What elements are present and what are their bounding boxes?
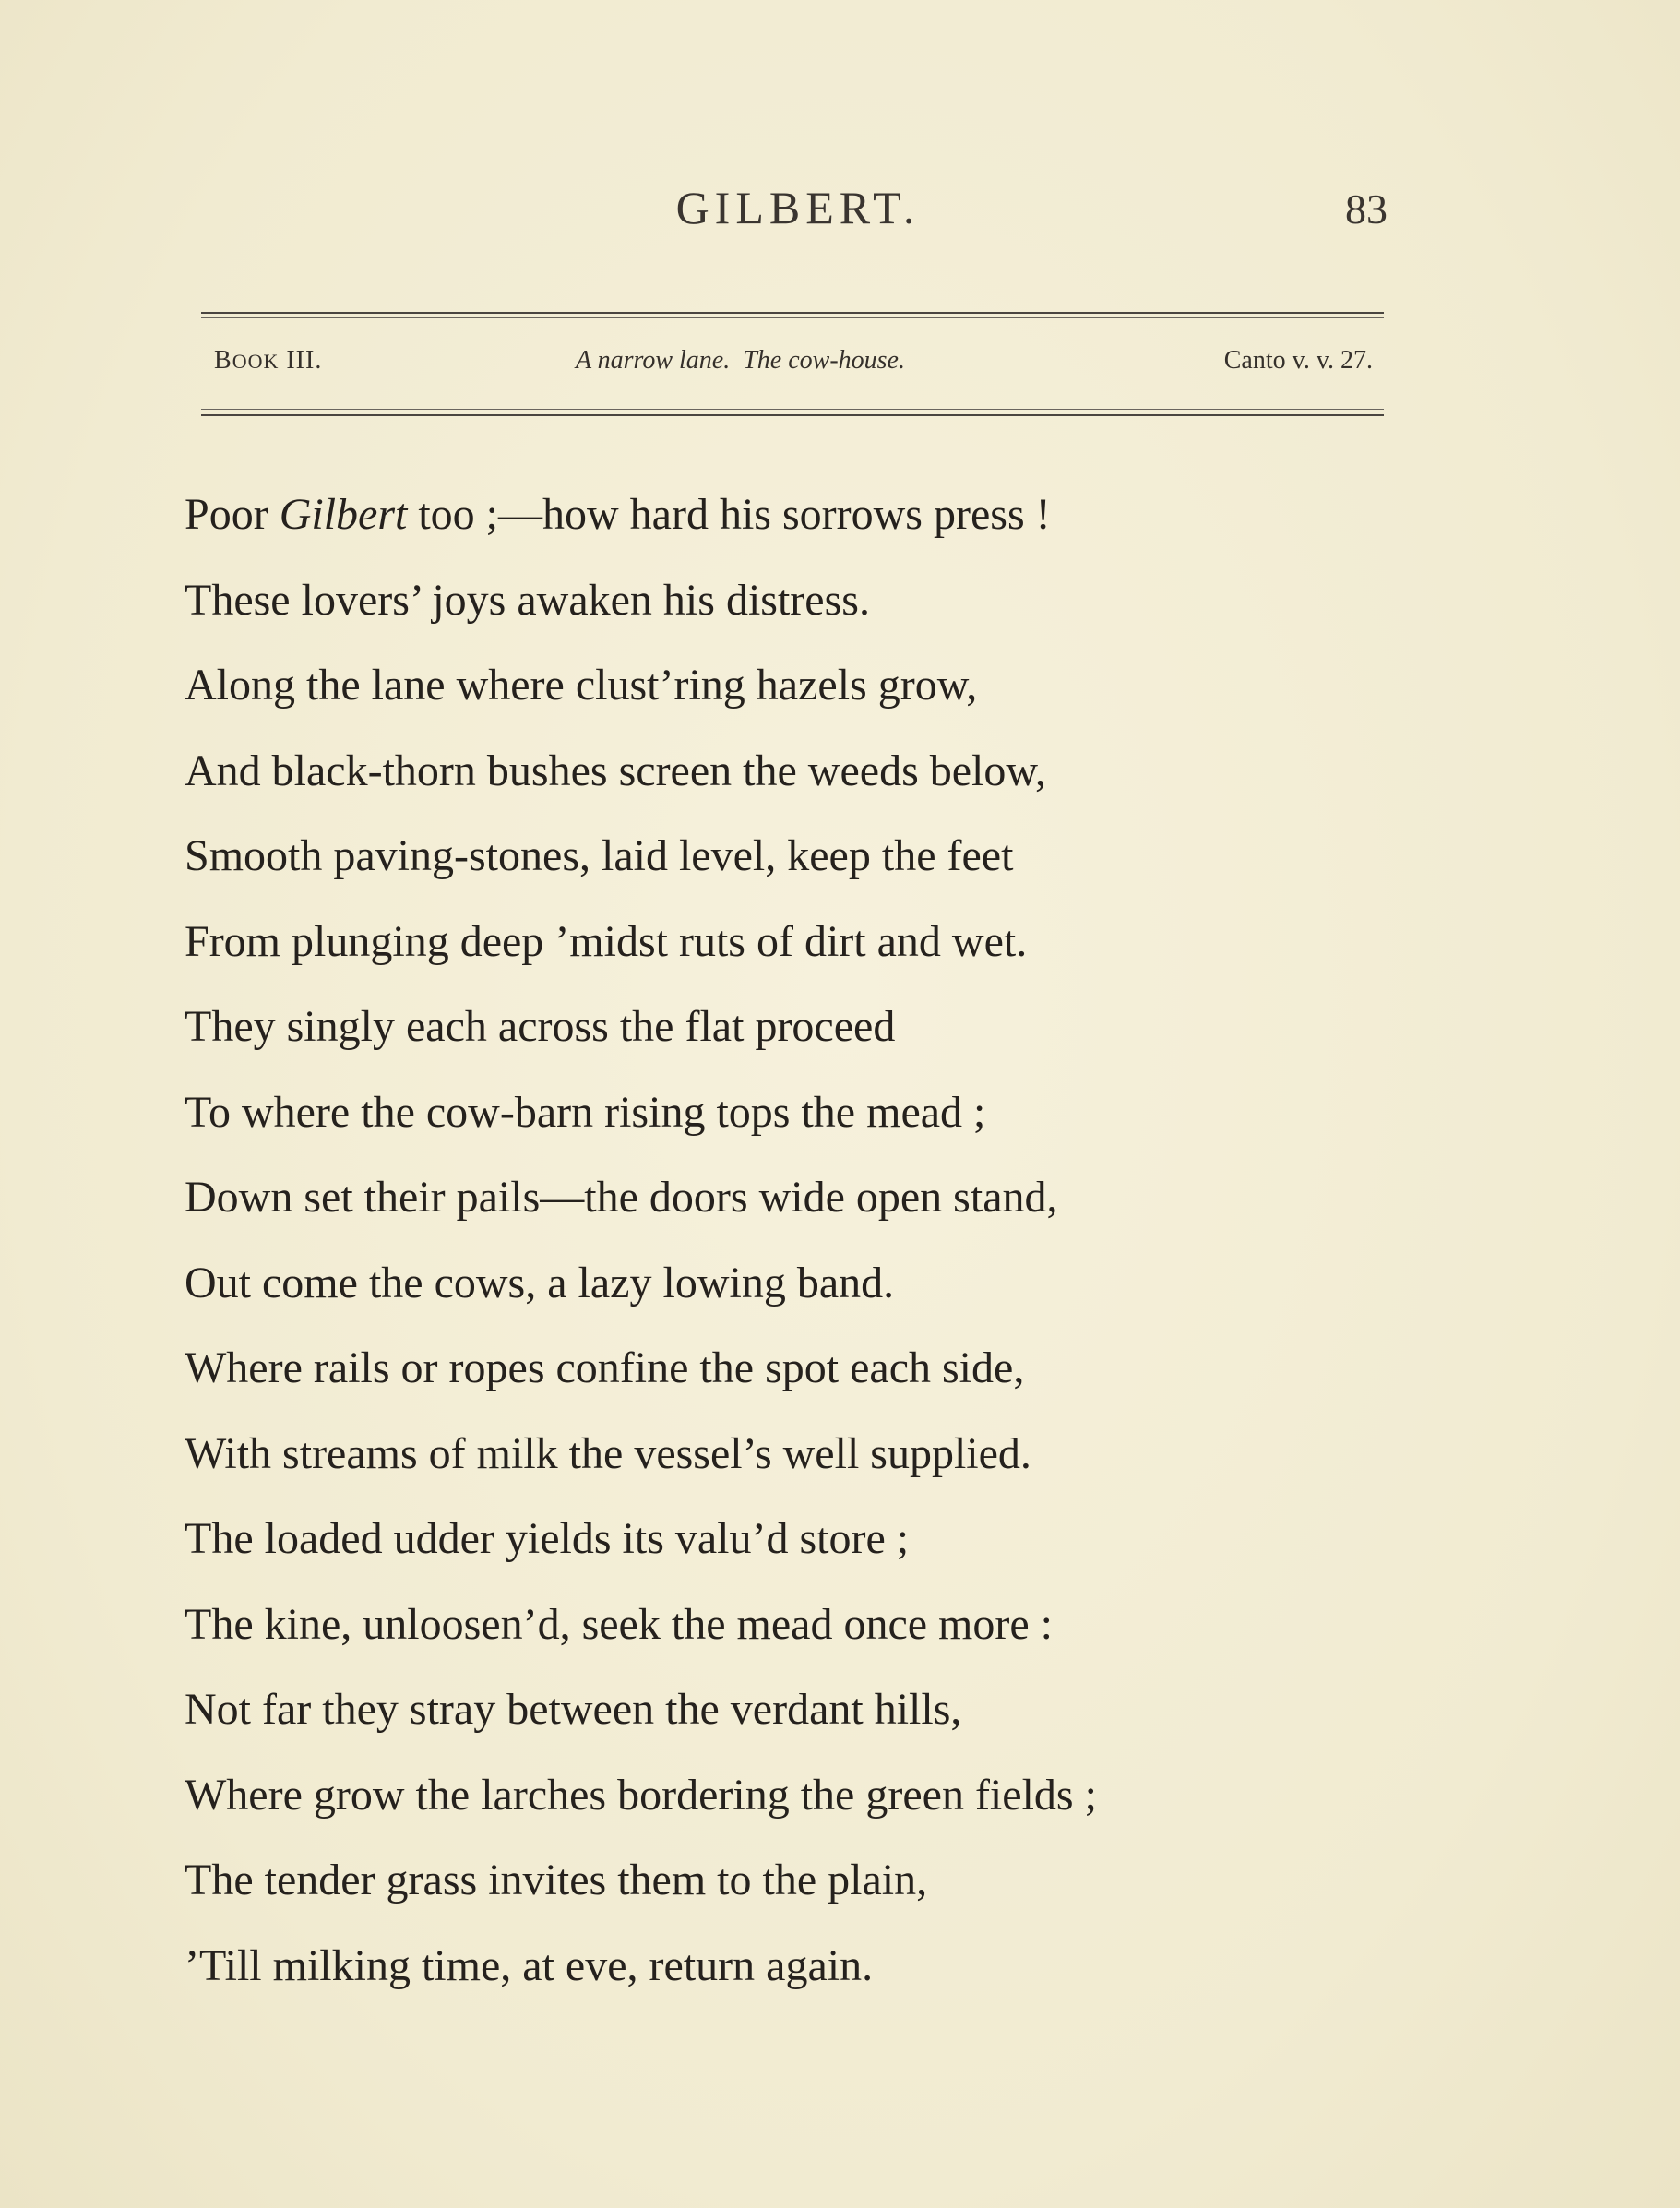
poem-line: Not far they stray between the verdant hills, — [185, 1685, 962, 1734]
header-rule-bottom-thin — [201, 409, 1384, 410]
poem-line: Down set their pails—the doors wide open stand, — [185, 1173, 1058, 1222]
header-rule-bottom — [201, 414, 1384, 416]
header-rule-top — [201, 312, 1384, 314]
scene-description: A narrow lane. The cow-house. — [576, 346, 905, 375]
poem-line: Where grow the larches bordering the green fields ; — [185, 1770, 1097, 1820]
section-header — [214, 346, 1384, 387]
poem-line: ’Till milking time, at eve, return again. — [185, 1940, 874, 1990]
poem-line: These lovers’ joys awaken his distress. — [185, 575, 870, 625]
poem-line: The loaded udder yields its valu’d store ; — [185, 1514, 910, 1563]
poem-line: The kine, unloosen’d, seek the mead once more : — [185, 1599, 1054, 1649]
page-number: 83 — [1345, 185, 1388, 233]
name-gilbert: Gilbert — [279, 490, 408, 539]
canto-reference: Canto v. v. 27. — [1223, 346, 1373, 375]
book-label: BOOK III. — [214, 346, 323, 375]
header-rule-top-thin — [201, 317, 1384, 318]
poem-line: From plunging deep ’midst ruts of dirt and wet. — [185, 916, 1028, 966]
poem-line: Smooth paving-stones, laid level, keep the feet — [185, 831, 1014, 880]
poem-line: They singly each across the flat proceed — [185, 1002, 896, 1051]
poem-line: And black-thorn bushes screen the weeds below, — [185, 746, 1046, 795]
poem-line: To where the cow-barn rising tops the mead ; — [185, 1087, 986, 1137]
poem-line: Where rails or ropes confine the spot each side, — [185, 1343, 1025, 1392]
poem-line: Out come the cows, a lazy lowing band. — [185, 1258, 895, 1307]
running-title: GILBERT. — [675, 182, 921, 233]
poem-line: Poor Gilbert too ;—how hard his sorrows press ! — [185, 490, 1051, 539]
poem-line: Along the lane where clust’ring hazels grow, — [185, 661, 978, 710]
poem-text — [185, 472, 1476, 2009]
poem-line: The tender grass invites them to the plain, — [185, 1856, 928, 1904]
poem-line: With streams of milk the vessel’s well supplied. — [185, 1428, 1031, 1478]
